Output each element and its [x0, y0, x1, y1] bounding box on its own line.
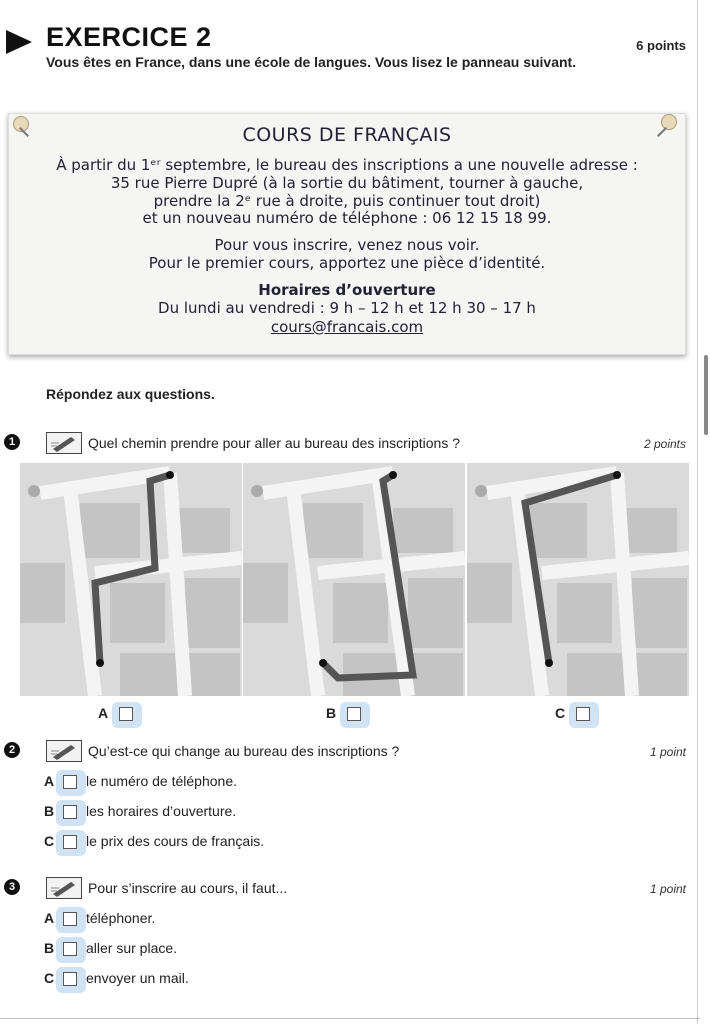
option-letter: B — [326, 705, 337, 721]
instructions: Répondez aux questions. — [46, 386, 215, 402]
notice-line: prendre la 2ᵉ rue à droite, puis continuer tout droit) — [153, 192, 541, 210]
option-b-checkbox[interactable] — [347, 707, 361, 721]
option-text: téléphoner. — [86, 910, 156, 926]
notice-title: COURS DE FRANÇAIS — [242, 124, 452, 146]
bottom-divider — [0, 1018, 700, 1019]
question-points: 2 points — [643, 437, 686, 451]
option-c-checkbox[interactable] — [63, 972, 77, 986]
option-letter: A — [44, 773, 55, 789]
option-text: le prix des cours de français. — [86, 833, 265, 849]
page-edge — [697, 0, 698, 1024]
pencil-icon — [46, 740, 82, 762]
exercise-title: EXERCICE 2 — [46, 22, 212, 52]
option-c-checkbox[interactable] — [576, 707, 590, 721]
route-map-a — [20, 463, 242, 696]
pencil-icon — [46, 877, 82, 899]
option-a-checkbox[interactable] — [119, 707, 133, 721]
option-text: aller sur place. — [86, 940, 178, 956]
notice-hours: Du lundi au vendredi : 9 h – 12 h et 12 h 30 – 17 h — [158, 299, 536, 317]
route-map-c — [467, 463, 689, 696]
option-letter: B — [44, 803, 55, 819]
notice-hours-title: Horaires d’ouverture — [258, 281, 436, 299]
route-map-b — [243, 463, 465, 696]
option-letter: A — [44, 910, 55, 926]
play-triangle-icon — [6, 30, 32, 54]
question-points: 1 point — [649, 745, 686, 759]
option-text: les horaires d’ouverture. — [86, 803, 237, 819]
notice-email-link[interactable]: cours@francais.com — [270, 318, 424, 336]
notice-line: 35 rue Pierre Dupré (à la sortie du bâtiment, tourner à gauche, — [110, 174, 584, 192]
question-text: Quel chemin prendre pour aller au bureau des inscriptions ? — [88, 435, 460, 451]
option-c-checkbox[interactable] — [63, 835, 77, 849]
notice-line: et un nouveau numéro de téléphone : 06 12 15 18 99. — [142, 209, 552, 227]
option-letter: C — [555, 705, 566, 721]
question-text: Pour s’inscrire au cours, il faut... — [88, 880, 288, 896]
option-letter: A — [98, 705, 109, 721]
question-number: 2 — [4, 742, 20, 758]
option-b-checkbox[interactable] — [63, 805, 77, 819]
notice-line: À partir du 1ᵉʳ septembre, le bureau des inscriptions a une nouvelle adresse : — [56, 156, 638, 174]
option-letter: C — [44, 833, 55, 849]
question-number: 1 — [4, 434, 20, 450]
option-letter: B — [44, 940, 55, 956]
exercise-intro: Vous êtes en France, dans une école de langues. Vous lisez le panneau suivant. — [46, 54, 577, 70]
question-points: 1 point — [649, 882, 686, 896]
exercise-points: 6 points — [636, 38, 686, 53]
question-number: 3 — [4, 879, 20, 895]
option-text: le numéro de téléphone. — [86, 773, 237, 789]
notice-panel — [8, 113, 686, 355]
notice-line: Pour le premier cours, apportez une pièce d’identité. — [148, 254, 546, 272]
option-a-checkbox[interactable] — [63, 775, 77, 789]
option-letter: C — [44, 970, 55, 986]
notice-line: Pour vous inscrire, venez nous voir. — [214, 236, 480, 254]
scrollbar[interactable] — [704, 355, 708, 435]
question-text: Qu’est-ce qui change au bureau des inscriptions ? — [88, 743, 400, 759]
option-a-checkbox[interactable] — [63, 912, 77, 926]
option-text: envoyer un mail. — [86, 970, 189, 986]
option-b-checkbox[interactable] — [63, 942, 77, 956]
pencil-icon — [46, 432, 82, 454]
